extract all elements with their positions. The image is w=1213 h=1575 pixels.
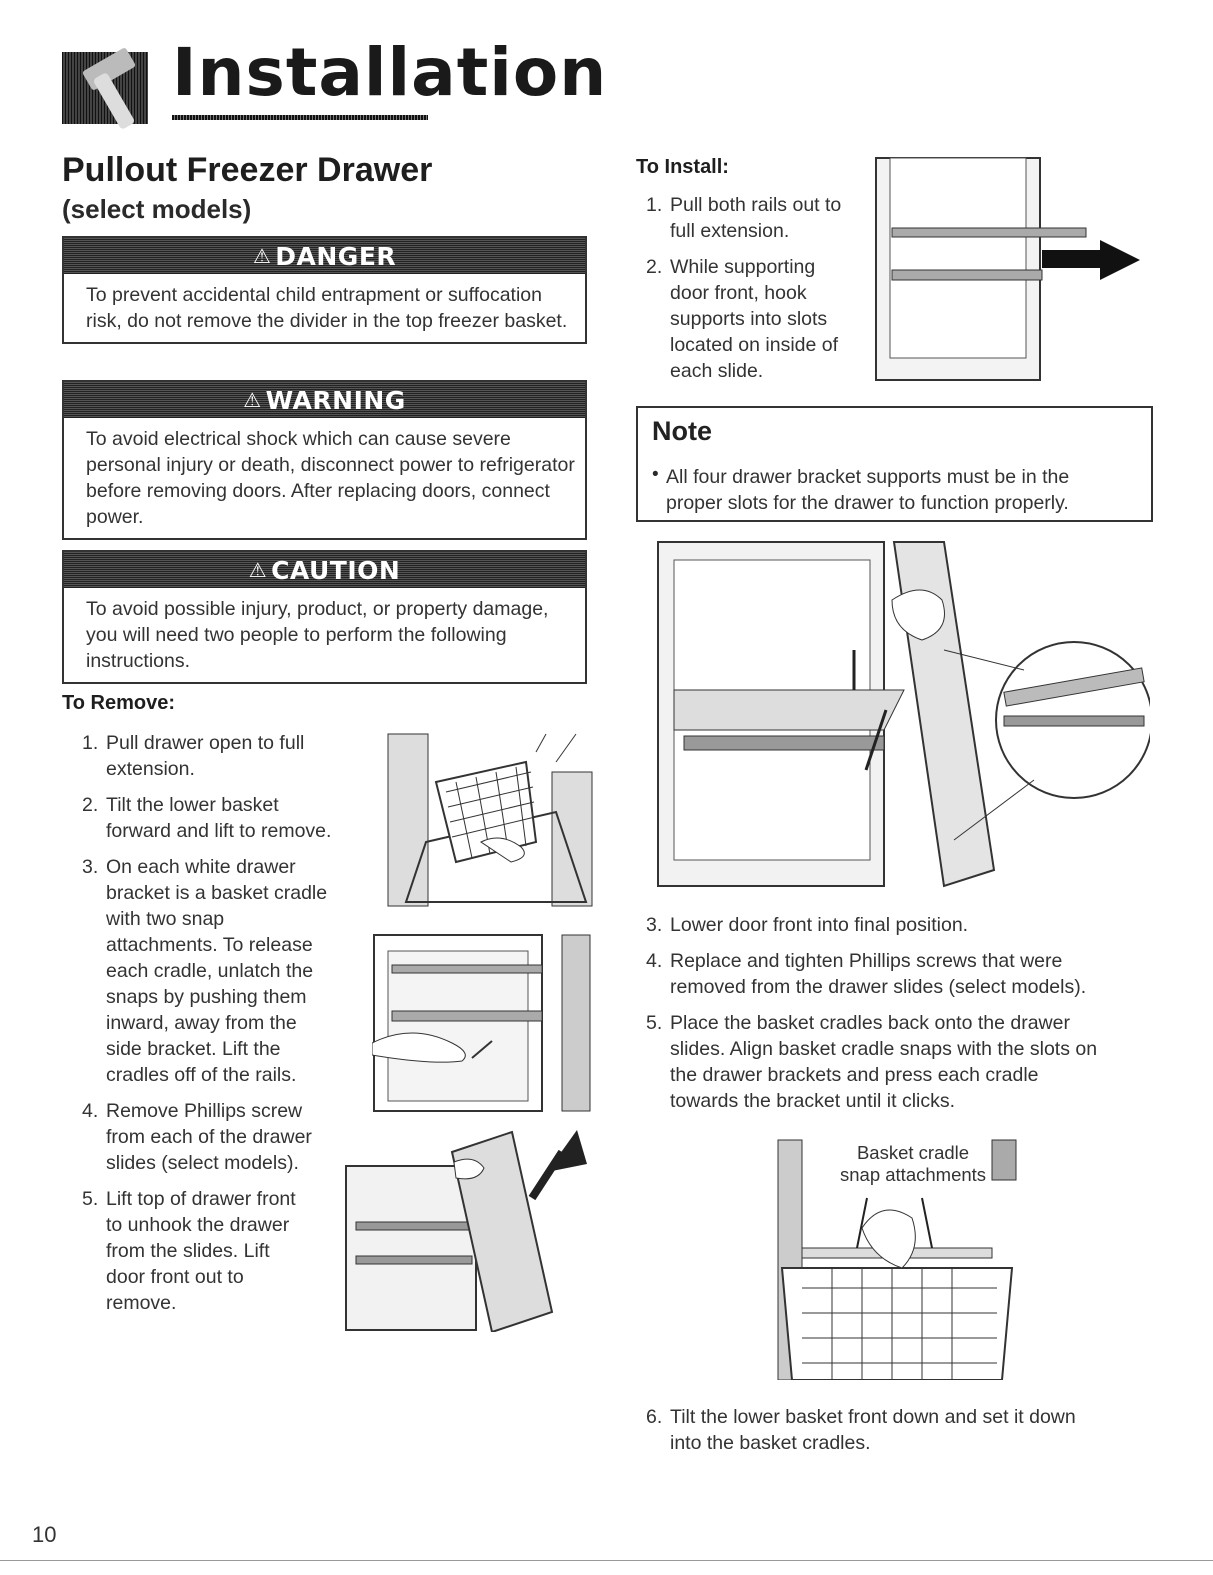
step-item: [646, 254, 838, 384]
step-text: [670, 912, 968, 938]
warning-box: [62, 380, 587, 540]
step-line: door front out to: [106, 1266, 244, 1288]
step-text: [106, 1186, 296, 1316]
step-line: door front, hook: [670, 282, 807, 304]
step-item: [82, 792, 331, 844]
step-item: [646, 948, 1086, 1000]
step-line: with two snap: [106, 908, 225, 930]
step-text: [670, 192, 841, 244]
step-line: Place the basket cradles back onto the drawer: [670, 1012, 1070, 1034]
step-line: slides (select models).: [106, 1152, 299, 1174]
cradle-caption: [836, 1142, 990, 1186]
step-text: [106, 792, 331, 844]
tilt-basket-illustration: [386, 732, 594, 908]
step-line: cradles off of the rails.: [106, 1064, 297, 1086]
lift-door-illustration: [342, 1122, 592, 1332]
step-number: 5.: [82, 1188, 99, 1210]
step-number: 2.: [82, 794, 99, 816]
step-line: from the slides. Lift: [106, 1240, 270, 1262]
page-number: 10: [32, 1522, 57, 1547]
caption-line: Basket cradle: [856, 1142, 970, 1163]
warning-text: To avoid electrical shock which can cause severe personal injury or death, disconnect power to refrigerator before removing doors. After replacing doors, connect power.: [86, 428, 575, 528]
step-line: side bracket. Lift the: [106, 1038, 281, 1060]
step-number: 1.: [82, 732, 99, 754]
release-cradle-illustration: [372, 933, 592, 1113]
hook-supports-illustration: [654, 540, 1150, 888]
step-number: 3.: [82, 856, 99, 878]
title-underline: [172, 115, 428, 120]
step-line: removed from the drawer slides (select models).: [670, 976, 1087, 998]
step-line: into the basket cradles.: [670, 1432, 871, 1454]
step-line: Lift top of drawer front: [106, 1188, 296, 1210]
pull-rails-illustration: [872, 156, 1144, 382]
step-line: slides. Align basket cradle snaps with the slots on: [670, 1038, 1098, 1060]
step-line: Tilt the lower basket: [106, 794, 279, 816]
step-number: 2.: [646, 256, 663, 278]
step-number: 1.: [646, 194, 663, 216]
step-line: the drawer brackets and press each cradle: [670, 1064, 1039, 1086]
step-line: from each of the drawer: [106, 1126, 312, 1148]
step-text: [106, 854, 327, 1088]
step-number: 4.: [646, 950, 663, 972]
step-line: to unhook the drawer: [106, 1214, 290, 1236]
step-line: supports into slots: [670, 308, 828, 330]
section-subtitle: (select models): [62, 194, 252, 224]
right-arrow-icon: [1100, 240, 1140, 280]
danger-box: [62, 236, 587, 344]
step-line: bracket is a basket cradle: [106, 882, 328, 904]
step-line: towards the bracket until it clicks.: [670, 1090, 956, 1112]
danger-text: To prevent accidental child entrapment or suffocation risk, do not remove the divider in the top freezer basket.: [86, 284, 568, 332]
step-text: [670, 948, 1086, 1000]
step-line: While supporting: [670, 256, 816, 278]
step-item: [646, 192, 841, 244]
install-steps-bottom: [646, 912, 1156, 1132]
step-number: 6.: [646, 1406, 663, 1428]
warning-banner: [64, 382, 585, 418]
install-step-6: [646, 1404, 1156, 1464]
step-line: extension.: [106, 758, 195, 780]
remove-heading: To Remove:: [62, 692, 175, 714]
step-number: 4.: [82, 1100, 99, 1122]
step-line: On each white drawer: [106, 856, 296, 878]
note-line: proper slots for the drawer to function properly.: [666, 492, 1069, 514]
caution-banner: [64, 552, 585, 588]
caption-line: snap attachments: [840, 1164, 987, 1185]
note-heading: Note: [652, 416, 712, 446]
warning-label: WARNING: [265, 385, 406, 415]
step-item: [646, 1404, 1076, 1456]
step-line: Remove Phillips screw: [106, 1100, 303, 1122]
step-line: inward, away from the: [106, 1012, 297, 1034]
section-title: Pullout Freezer Drawer: [62, 151, 433, 189]
step-line: Replace and tighten Phillips screws that were: [670, 950, 1063, 972]
remove-steps: [82, 730, 372, 1330]
footer-rule: [0, 1560, 1213, 1561]
note-box: [636, 406, 1153, 522]
step-line: Pull drawer open to full: [106, 732, 305, 754]
step-item: [82, 1098, 312, 1176]
step-item: [646, 1010, 1097, 1114]
step-item: [82, 854, 327, 1088]
install-steps-top: [646, 192, 876, 392]
step-item: [82, 730, 304, 782]
step-line: Pull both rails out to: [670, 194, 842, 216]
note-line: All four drawer bracket supports must be in the: [666, 466, 1070, 488]
warning-triangle-icon: ⚠: [252, 244, 272, 268]
page-title: Installation: [172, 34, 608, 111]
step-text: [106, 730, 304, 782]
step-text: [670, 1404, 1076, 1456]
step-text: [670, 254, 838, 384]
step-line: full extension.: [670, 220, 790, 242]
danger-banner: [64, 238, 585, 274]
caution-label: CAUTION: [271, 555, 401, 585]
step-line: located on inside of: [670, 334, 839, 356]
step-text: [670, 1010, 1097, 1114]
step-line: each slide.: [670, 360, 764, 382]
step-line: each cradle, unlatch the: [106, 960, 314, 982]
step-line: Lower door front into final position.: [670, 914, 969, 936]
step-number: 5.: [646, 1012, 663, 1034]
step-line: snaps by pushing them: [106, 986, 307, 1008]
step-line: attachments. To release: [106, 934, 313, 956]
step-number: 3.: [646, 914, 663, 936]
danger-label: DANGER: [275, 241, 397, 271]
step-line: Tilt the lower basket front down and set it down: [670, 1406, 1076, 1428]
step-item: [82, 1186, 296, 1316]
hammer-icon: [62, 44, 152, 132]
caution-text: To avoid possible injury, product, or property damage, you will need two people to perform the following instructions.: [86, 598, 549, 672]
note-text: [666, 464, 1139, 516]
step-line: remove.: [106, 1292, 177, 1314]
step-line: forward and lift to remove.: [106, 820, 332, 842]
install-heading: To Install:: [636, 156, 729, 178]
warning-triangle-icon: ⚠: [248, 558, 268, 582]
bullet-icon: •: [652, 464, 659, 485]
caution-box: [62, 550, 587, 684]
step-item: [646, 912, 968, 938]
step-text: [106, 1098, 312, 1176]
warning-triangle-icon: ⚠: [243, 388, 262, 412]
